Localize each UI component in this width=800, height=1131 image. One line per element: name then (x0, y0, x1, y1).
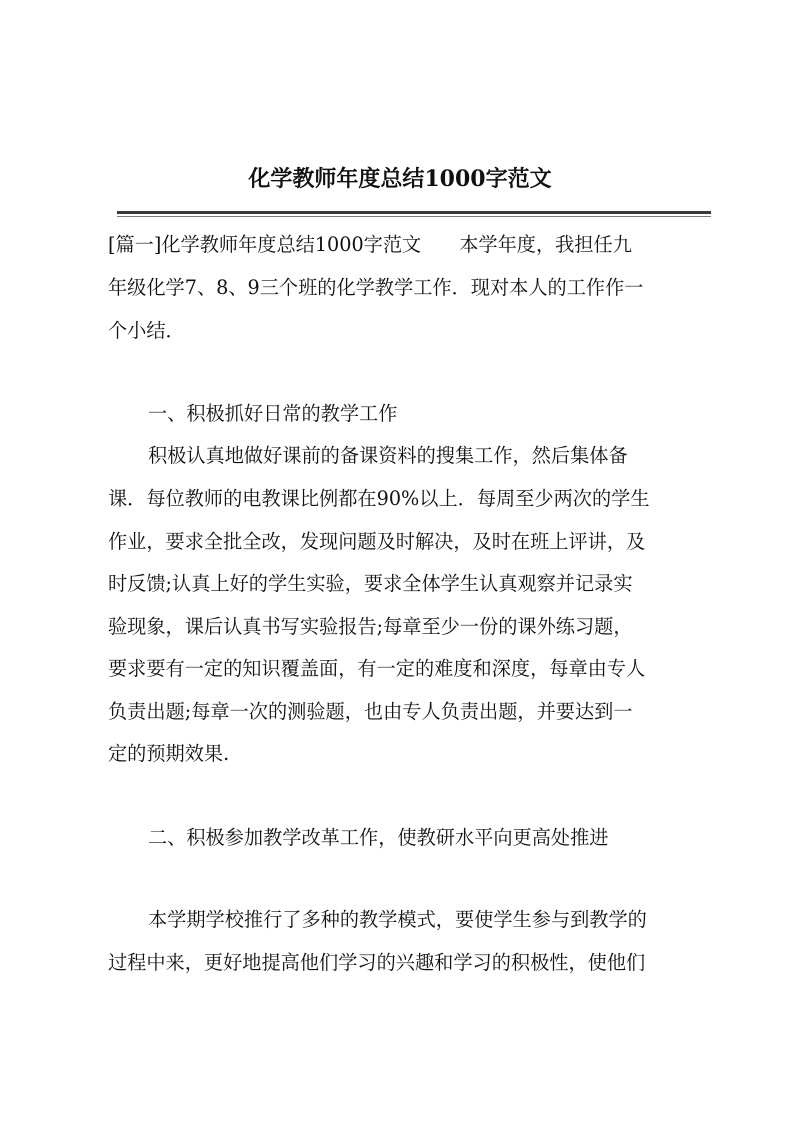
paragraph-line: 本学期学校推行了多种的教学模式，要使学生参与到教学的 (148, 908, 647, 931)
intro-line: 年级化学7、8、9三个班的化学教学工作．现对本人的工作作一 (108, 276, 644, 299)
intro-text: 本学年度，我担任九 (459, 233, 632, 256)
paragraph-line: 过程中来，更好地提高他们学习的兴趣和学习的积极性，使他们 (108, 951, 646, 974)
intro-source-label: [篇一]化学教师年度总结1000字范文 (108, 233, 422, 256)
section-heading: 二、积极参加教学改革工作，使教研水平向更高处推进 (148, 826, 609, 849)
paragraph-line: 课．每位教师的电教课比例都在90%以上．每周至少两次的学生 (108, 487, 650, 510)
section-heading: 一、积极抓好日常的教学工作 (148, 402, 398, 425)
title-divider-thin (117, 216, 711, 217)
intro-line (108, 232, 708, 258)
paragraph-line: 负责出题;每章一次的测验题，也由专人负责出题，并要达到一 (108, 700, 633, 723)
paragraph-line: 积极认真地做好课前的备课资料的搜集工作，然后集体备 (148, 444, 628, 467)
paragraph-line: 定的预期效果. (108, 742, 230, 765)
paragraph-line: 作业，要求全批全改，发现问题及时解决，及时在班上评讲，及 (108, 530, 646, 553)
title-divider-thick (117, 211, 711, 214)
intro-line: 个小结． (108, 319, 185, 342)
paragraph-line: 验现象，课后认真书写实验报告;每章至少一份的课外练习题， (108, 615, 633, 638)
paragraph-line: 时反馈;认真上好的学生实验，要求全体学生认真观察并记录实 (108, 572, 633, 595)
paragraph-line: 要求要有一定的知识覆盖面，有一定的难度和深度，每章由专人 (108, 657, 646, 680)
document-title: 化学教师年度总结1000字范文 (248, 166, 552, 192)
